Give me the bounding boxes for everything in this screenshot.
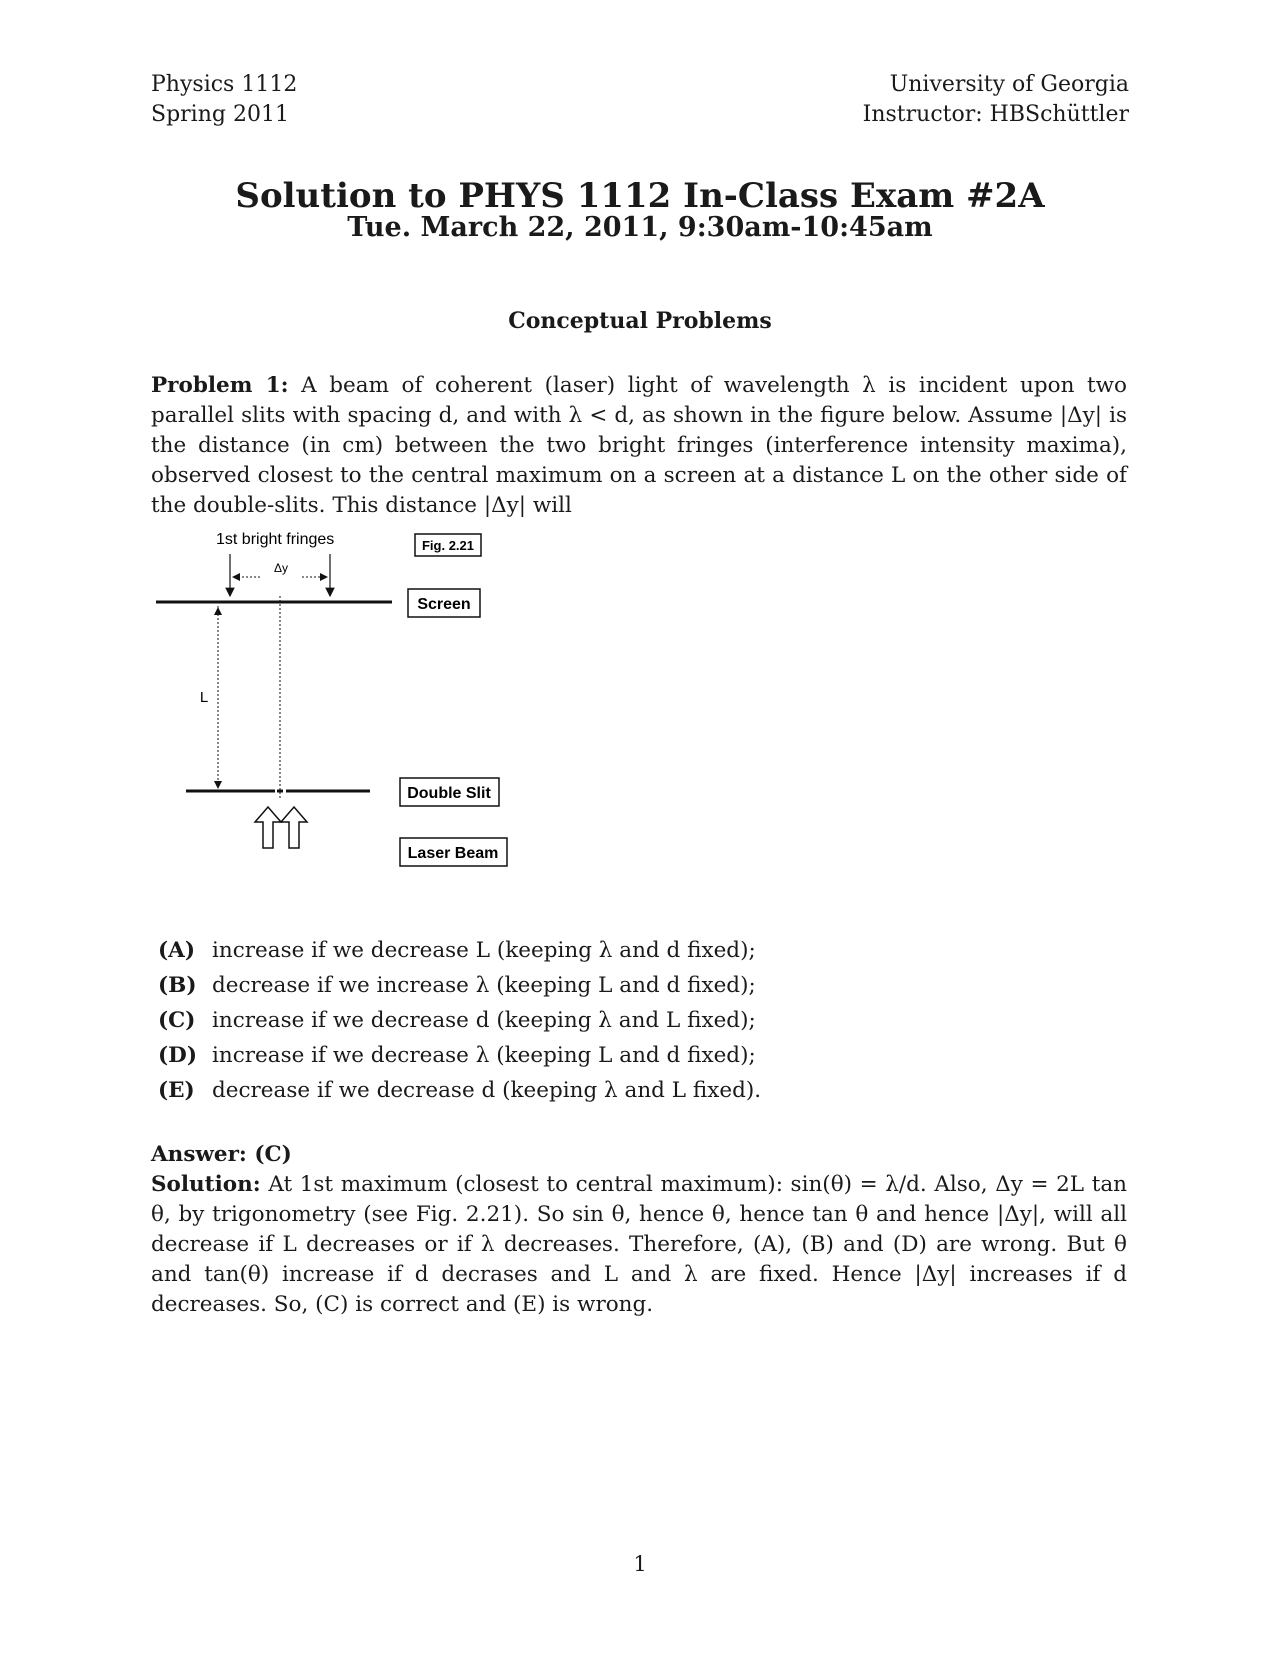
double-slit-figure [140,526,540,896]
laser-arrow-right-icon [281,807,307,848]
problem-label: Problem 1: [151,373,289,398]
answer: Answer: (C) [151,1142,292,1167]
solution-text: At 1st maximum (closest to central maximum): sin(θ) = λ/d. Also, Δy = 2L tan θ, by trigonometry (see Fig. 2.21). So sin θ, hence θ, hence tan θ and hence |Δy|, will all decrease if L decreases or if λ decreases. Therefore, (A), (B) and (D) are wrong. But θ and tan(θ) increase if d decrases and L and λ are fixed. Hence |Δy| increases if d decreases. So, (C) is correct and (E) is wrong. [151,1172,1127,1317]
university: University of Georgia [889,72,1129,97]
page-subtitle: Tue. March 22, 2011, 9:30am-10:45am [347,212,933,243]
choice-d: (D) increase if we decrease λ (keeping L and d fixed); [158,1043,756,1068]
choice-c: (C) increase if we decrease d (keeping λ and L fixed); [158,1008,756,1033]
answer-choices [158,933,761,1108]
choice-e: (E) decrease if we decrease d (keeping λ and L fixed). [158,1078,762,1103]
header-right [863,70,1129,130]
solution-label: Solution: [151,1172,261,1197]
laser-arrow-left-icon [255,807,281,848]
choice-a: (A) increase if we decrease L (keeping λ and d fixed); [158,938,756,963]
page-title: Solution to PHYS 1112 In-Class Exam #2A [235,176,1045,216]
problem-statement [151,371,1127,521]
dy-label: Δy [273,561,289,575]
problem-text: A beam of coherent (laser) light of wavelength λ is incident upon two parallel slits with spacing d, and with λ < d, as shown in the figure below. Assume |Δy| is the distance (in cm) between the two bright fringes (interference intensity maxima), observed closest to the central maximum on a screen at a distance L on the other side of the double-slits. This distance |Δy| will [151,373,1127,518]
L-label: L [199,689,209,706]
laser-label: Laser Beam [407,845,499,862]
header-left [151,70,297,130]
solution [151,1170,1127,1320]
double-slit-label: Double Slit [407,785,491,802]
fig-label: Fig. 2.21 [421,538,475,553]
choice-b: (B) decrease if we increase λ (keeping L and d fixed); [158,973,756,998]
figure-svg [140,526,540,896]
section-title: Conceptual Problems [508,308,772,334]
term: Spring 2011 [151,102,289,127]
fringes-label: 1st bright fringes [216,531,335,548]
page-number: 1 [633,1552,647,1576]
instructor: Instructor: HBSchüttler [862,102,1129,127]
course-name: Physics 1112 [151,72,298,97]
screen-label: Screen [417,596,471,613]
